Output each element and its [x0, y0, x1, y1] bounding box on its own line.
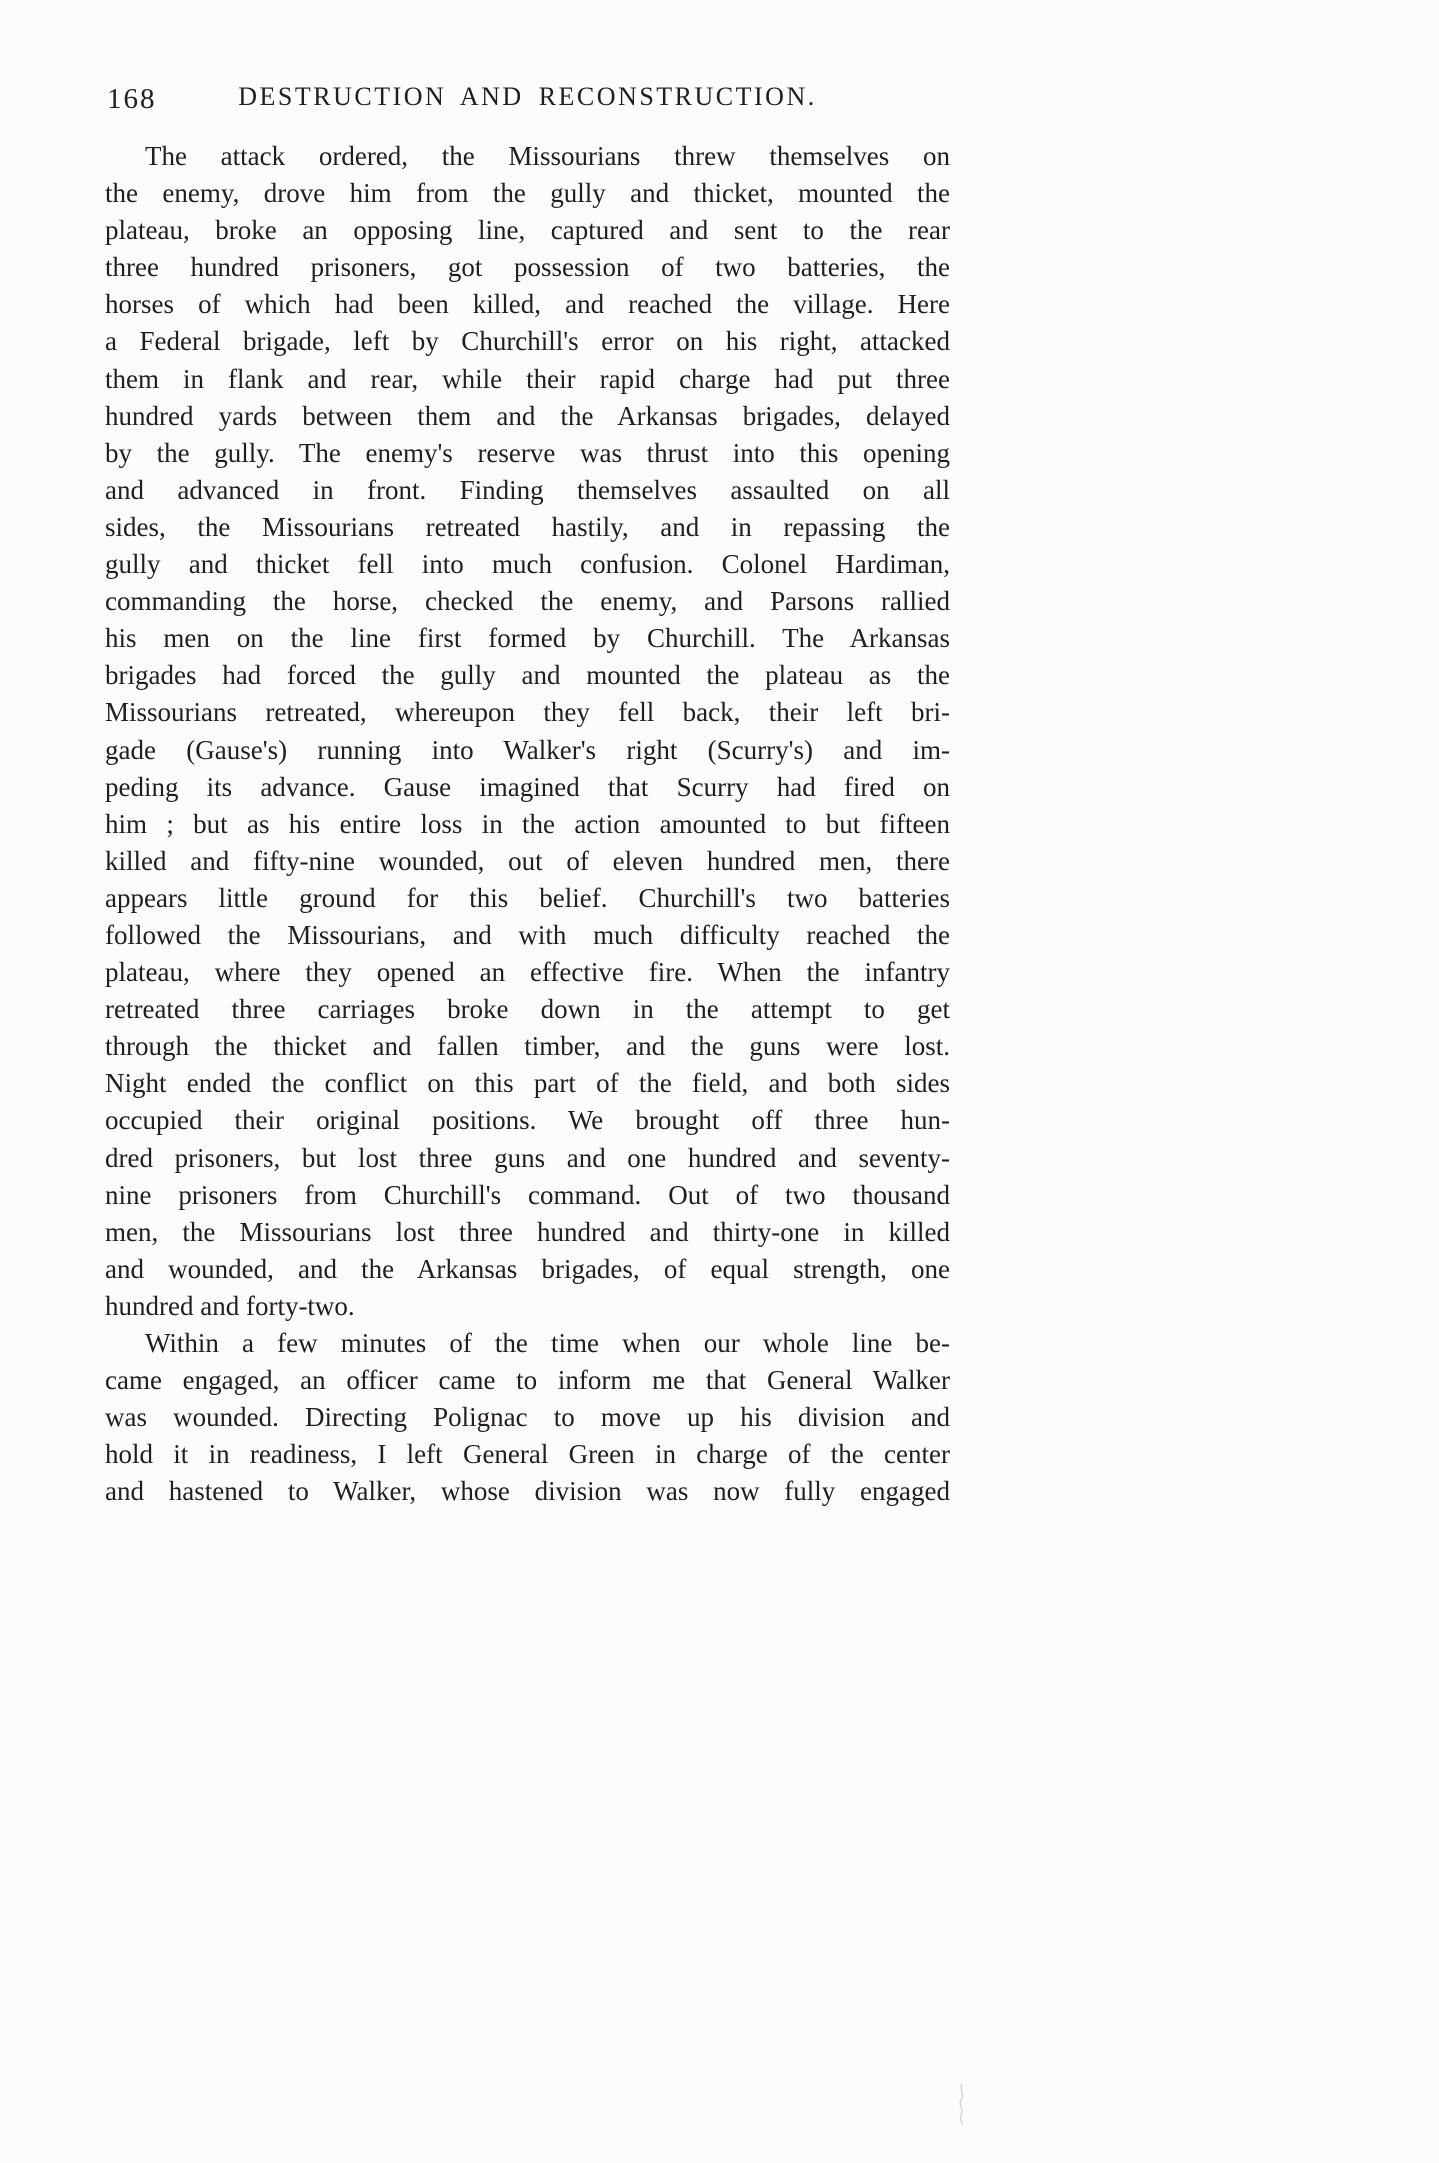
text-line: them in flank and rear, while their rapid charge had put three: [105, 363, 950, 394]
text-line: and hastened to Walker, whose division was now fully engaged: [105, 1476, 950, 1507]
paragraph: [105, 1325, 950, 1510]
text-line: and advanced in front. Finding themselves assaulted on all: [105, 474, 950, 505]
text-line: by the gully. The enemy's reserve was thrust into this opening: [105, 437, 950, 468]
text-line: Night ended the conflict on this part of the field, and both sides: [105, 1068, 950, 1099]
paragraph: [105, 138, 950, 1325]
text-line: plateau, where they opened an effective fire. When the infantry: [105, 957, 950, 988]
text-line: plateau, broke an opposing line, captured and sent to the rear: [105, 215, 950, 246]
text-line: nine prisoners from Churchill's command. Out of two thousand: [105, 1179, 950, 1210]
page-header: [105, 82, 950, 115]
text-line: retreated three carriages broke down in the attempt to get: [105, 994, 950, 1025]
text-line: gade (Gause's) running into Walker's right (Scurry's) and im-: [105, 734, 950, 765]
text-line: men, the Missourians lost three hundred and thirty-one in killed: [105, 1216, 950, 1247]
text-line: was wounded. Directing Polignac to move up his division and: [105, 1402, 950, 1433]
body-text: [105, 138, 950, 1510]
text-line: The attack ordered, the Missourians threw themselves on: [145, 141, 950, 171]
text-line: gully and thicket fell into much confusion. Colonel Hardiman,: [105, 549, 950, 580]
text-line: peding its advance. Gause imagined that Scurry had fired on: [105, 771, 950, 802]
text-line: him ; but as his entire loss in the action amounted to but fifteen: [105, 808, 950, 839]
text-line: and wounded, and the Arkansas brigades, of equal strength, one: [105, 1253, 950, 1284]
page-number: 168: [107, 83, 157, 115]
text-line: sides, the Missourians retreated hastily, and in repassing the: [105, 511, 950, 542]
text-line: dred prisoners, but lost three guns and one hundred and seventy-: [105, 1142, 950, 1173]
text-line: the enemy, drove him from the gully and thicket, mounted the: [105, 178, 950, 209]
text-line: commanding the horse, checked the enemy, and Parsons rallied: [105, 586, 950, 617]
text-line: occupied their original positions. We brought off three hun-: [105, 1105, 950, 1136]
text-line: killed and fifty-nine wounded, out of eleven hundred men, there: [105, 845, 950, 876]
text-line: horses of which had been killed, and reached the village. Here: [105, 289, 950, 320]
text-line: Within a few minutes of the time when our whole line be-: [145, 1328, 950, 1358]
text-line: three hundred prisoners, got possession of two batteries, the: [105, 252, 950, 283]
text-line: Missourians retreated, whereupon they fell back, their left bri-: [105, 697, 950, 728]
text-line: hundred and forty-two.: [105, 1290, 355, 1321]
text-line: through the thicket and fallen timber, and the guns were lost.: [105, 1031, 950, 1062]
text-line: came engaged, an officer came to inform me that General Walker: [105, 1365, 950, 1396]
text-line: hold it in readiness, I left General Green in charge of the center: [105, 1439, 950, 1470]
text-line: his men on the line first formed by Churchill. The Arkansas: [105, 623, 950, 654]
text-line: followed the Missourians, and with much difficulty reached the: [105, 919, 950, 950]
text-line: appears little ground for this belief. Churchill's two batteries: [105, 882, 950, 913]
running-title: DESTRUCTION AND RECONSTRUCTION.: [238, 82, 817, 111]
scan-artifact-mark: [955, 2082, 969, 2126]
text-line: a Federal brigade, left by Churchill's error on his right, attacked: [105, 326, 950, 357]
text-line: brigades had forced the gully and mounted the plateau as the: [105, 660, 950, 691]
text-line: hundred yards between them and the Arkansas brigades, delayed: [105, 400, 950, 431]
